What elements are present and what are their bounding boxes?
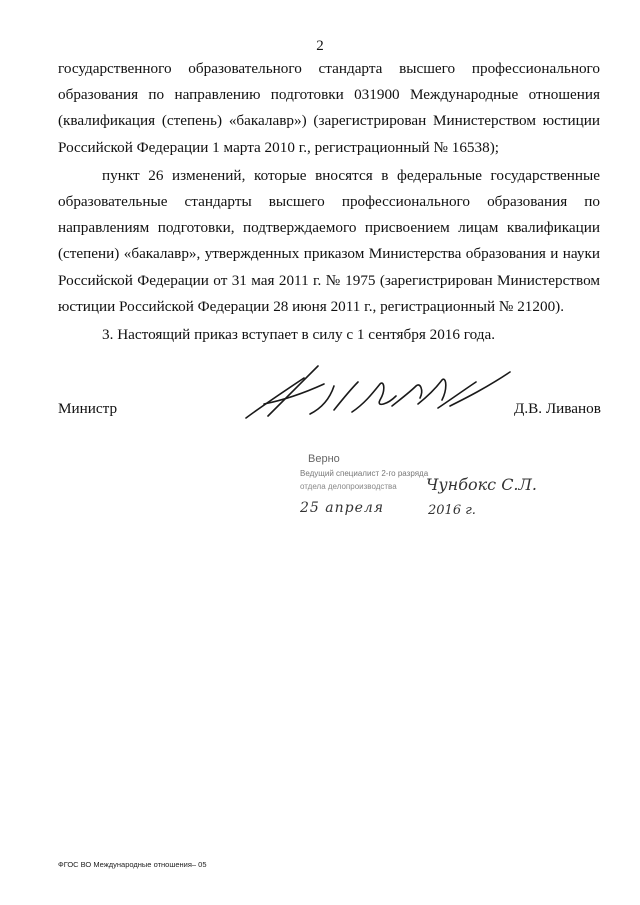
- paragraph-effective-date: 3. Настоящий приказ вступает в силу с 1 сентября 2016 года.: [102, 326, 496, 344]
- page-number: 2: [316, 38, 324, 54]
- paragraph-continuation: государственного образовательного стандарта высшего профессионального образования по направлению подготовки 031900 Международные отношения (квалификация (степень) «бакалавр») (зарегистрирован Министерством юстиции Российской Федерации 1 марта 2010 г., регистрационный № 16538);: [58, 60, 600, 156]
- handwritten-signature: [240, 360, 520, 430]
- footer-doc-id: ФГОС ВО Международные отношения– 05: [58, 860, 207, 869]
- document-body: [58, 56, 600, 348]
- paragraph-item-26: пункт 26 изменений, которые вносятся в федеральные государственные образовательные стандарты высшего профессионального образования по направлениям подготовки, подтверждаемого присвоением лицам квалификации (степени) «бакалавр», утвержденных приказом Министерства образования и науки Российской Федерации от 31 мая 2011 г. № 1975 (зарегистрирован Министерством юстиции Российской Федерации 28 июня 2011 г., регистрационный № 21200).: [58, 166, 600, 315]
- stamp-signer: Чунбокс С.Л.: [426, 475, 537, 494]
- stamp-year: 2016 г.: [428, 503, 476, 518]
- stamp-date: 25 апреля: [300, 500, 385, 516]
- signer-title: Министр: [58, 400, 118, 417]
- stamp-title: Верно: [308, 453, 340, 465]
- signer-name: Д.В. Ливанов: [514, 400, 601, 417]
- stamp-department: отдела делопроизводства: [300, 482, 397, 491]
- stamp-position: Ведущий специалист 2-го разряда: [300, 469, 429, 478]
- certification-stamp: [300, 445, 537, 525]
